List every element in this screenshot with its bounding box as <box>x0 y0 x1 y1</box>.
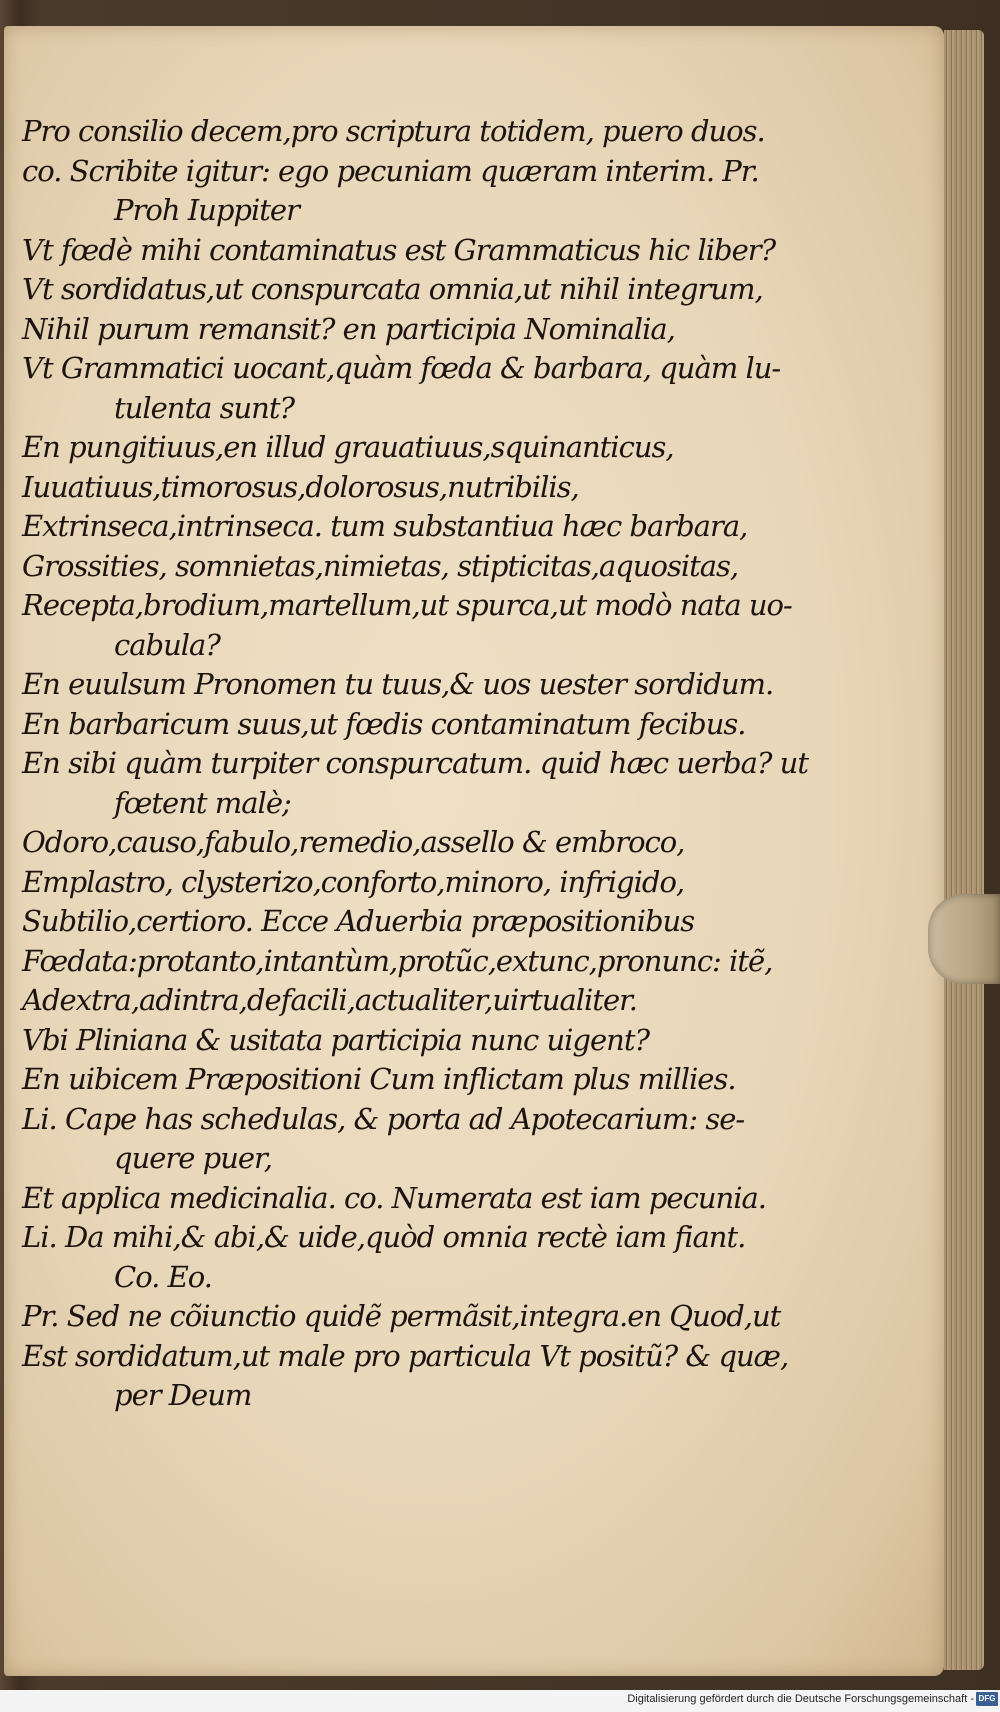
text-line: Subtilio,certioro. Ecce Aduerbia præpositionibus <box>22 904 695 938</box>
dfg-credit: Digitalisierung gefördert durch die Deutsche Forschungsgemeinschaft - <box>627 1693 974 1705</box>
text-line: Odoro,causo,fabulo,remedio,assello & embroco, <box>22 825 685 859</box>
book-fore-edge <box>944 30 984 1670</box>
book-clasp <box>928 894 1000 984</box>
text-line: Vt sordidatus,ut conspurcata omnia,ut nihil integrum, <box>22 272 763 306</box>
dfg-logo: DFG <box>976 1692 998 1706</box>
text-line: En pungitiuus,en illud grauatiuus,squinanticus, <box>22 430 674 464</box>
text-line: Adextra,adintra,defacili,actualiter,uirtualiter. <box>22 983 638 1017</box>
text-line: Proh Iuppiter <box>114 193 299 227</box>
text-line: co. Scribite igitur: ego pecuniam quæram interim. Pr. <box>22 153 759 188</box>
text-line: Vbi Pliniana & usitata participia nunc uigent? <box>22 1022 650 1057</box>
text-line: tulenta sunt? <box>114 390 295 425</box>
text-line: Pro consilio decem,pro scriptura totidem, puero duos. <box>22 114 765 148</box>
text-line: Extrinseca,intrinseca. tum substantiua hæc barbara, <box>22 509 748 543</box>
text-line: per Deum <box>114 1378 252 1412</box>
text-line: cabula? <box>114 627 220 662</box>
text-line: Est sordidatum,ut male pro particula Vt positũ? & quæ, <box>22 1338 789 1373</box>
text-line: Nihil purum remansit? en participia Nominalia, <box>22 311 675 346</box>
text-line: Recepta,brodium,martellum,ut spurca,ut modò nata uo- <box>22 588 792 622</box>
text-line: Pr. Sed ne cõiunctio quidẽ permãsit,integra.en Quod,ut <box>22 1299 781 1333</box>
text-line: Iuuatiuus,timorosus,dolorosus,nutribilis, <box>22 469 579 504</box>
text-line: fœtent malè; <box>114 785 291 820</box>
text-line: quere puer, <box>114 1141 272 1175</box>
text-line: Co. Eo. <box>114 1259 212 1294</box>
text-line: Et applica medicinalia. co. Numerata est iam pecunia. <box>22 1180 766 1215</box>
text-line: Vt fœdè mihi contaminatus est Grammaticus hic liber? <box>22 232 776 267</box>
text-line: En sibi quàm turpiter conspurcatum. quid hæc uerba? ut <box>22 746 808 780</box>
text-line: En euulsum Pronomen tu tuus,& uos uester sordidum. <box>22 667 774 701</box>
page-text-block <box>22 112 808 1416</box>
text-line: Grossities, somnietas,nimietas, stipticitas,aquositas, <box>22 548 739 583</box>
text-line: Vt Grammatici uocant,quàm fœda & barbara, quàm lu- <box>22 351 781 385</box>
text-line: Li. Cape has schedulas, & porta ad Apotecarium: se- <box>22 1101 745 1136</box>
text-line: Emplastro, clysterizo,conforto,minoro, infrigido, <box>22 864 685 899</box>
text-line: En uibicem Præpositioni Cum inflictam plus millies. <box>22 1062 736 1096</box>
text-line: Fœdata:protanto,intantùm,protũc,extunc,pronunc: itẽ, <box>22 943 773 978</box>
text-line: Li. Da mihi,& abi,& uide,quòd omnia rectè iam fiant. <box>22 1220 746 1254</box>
text-line: En barbaricum suus,ut fœdis contaminatum fecibus. <box>22 706 746 741</box>
